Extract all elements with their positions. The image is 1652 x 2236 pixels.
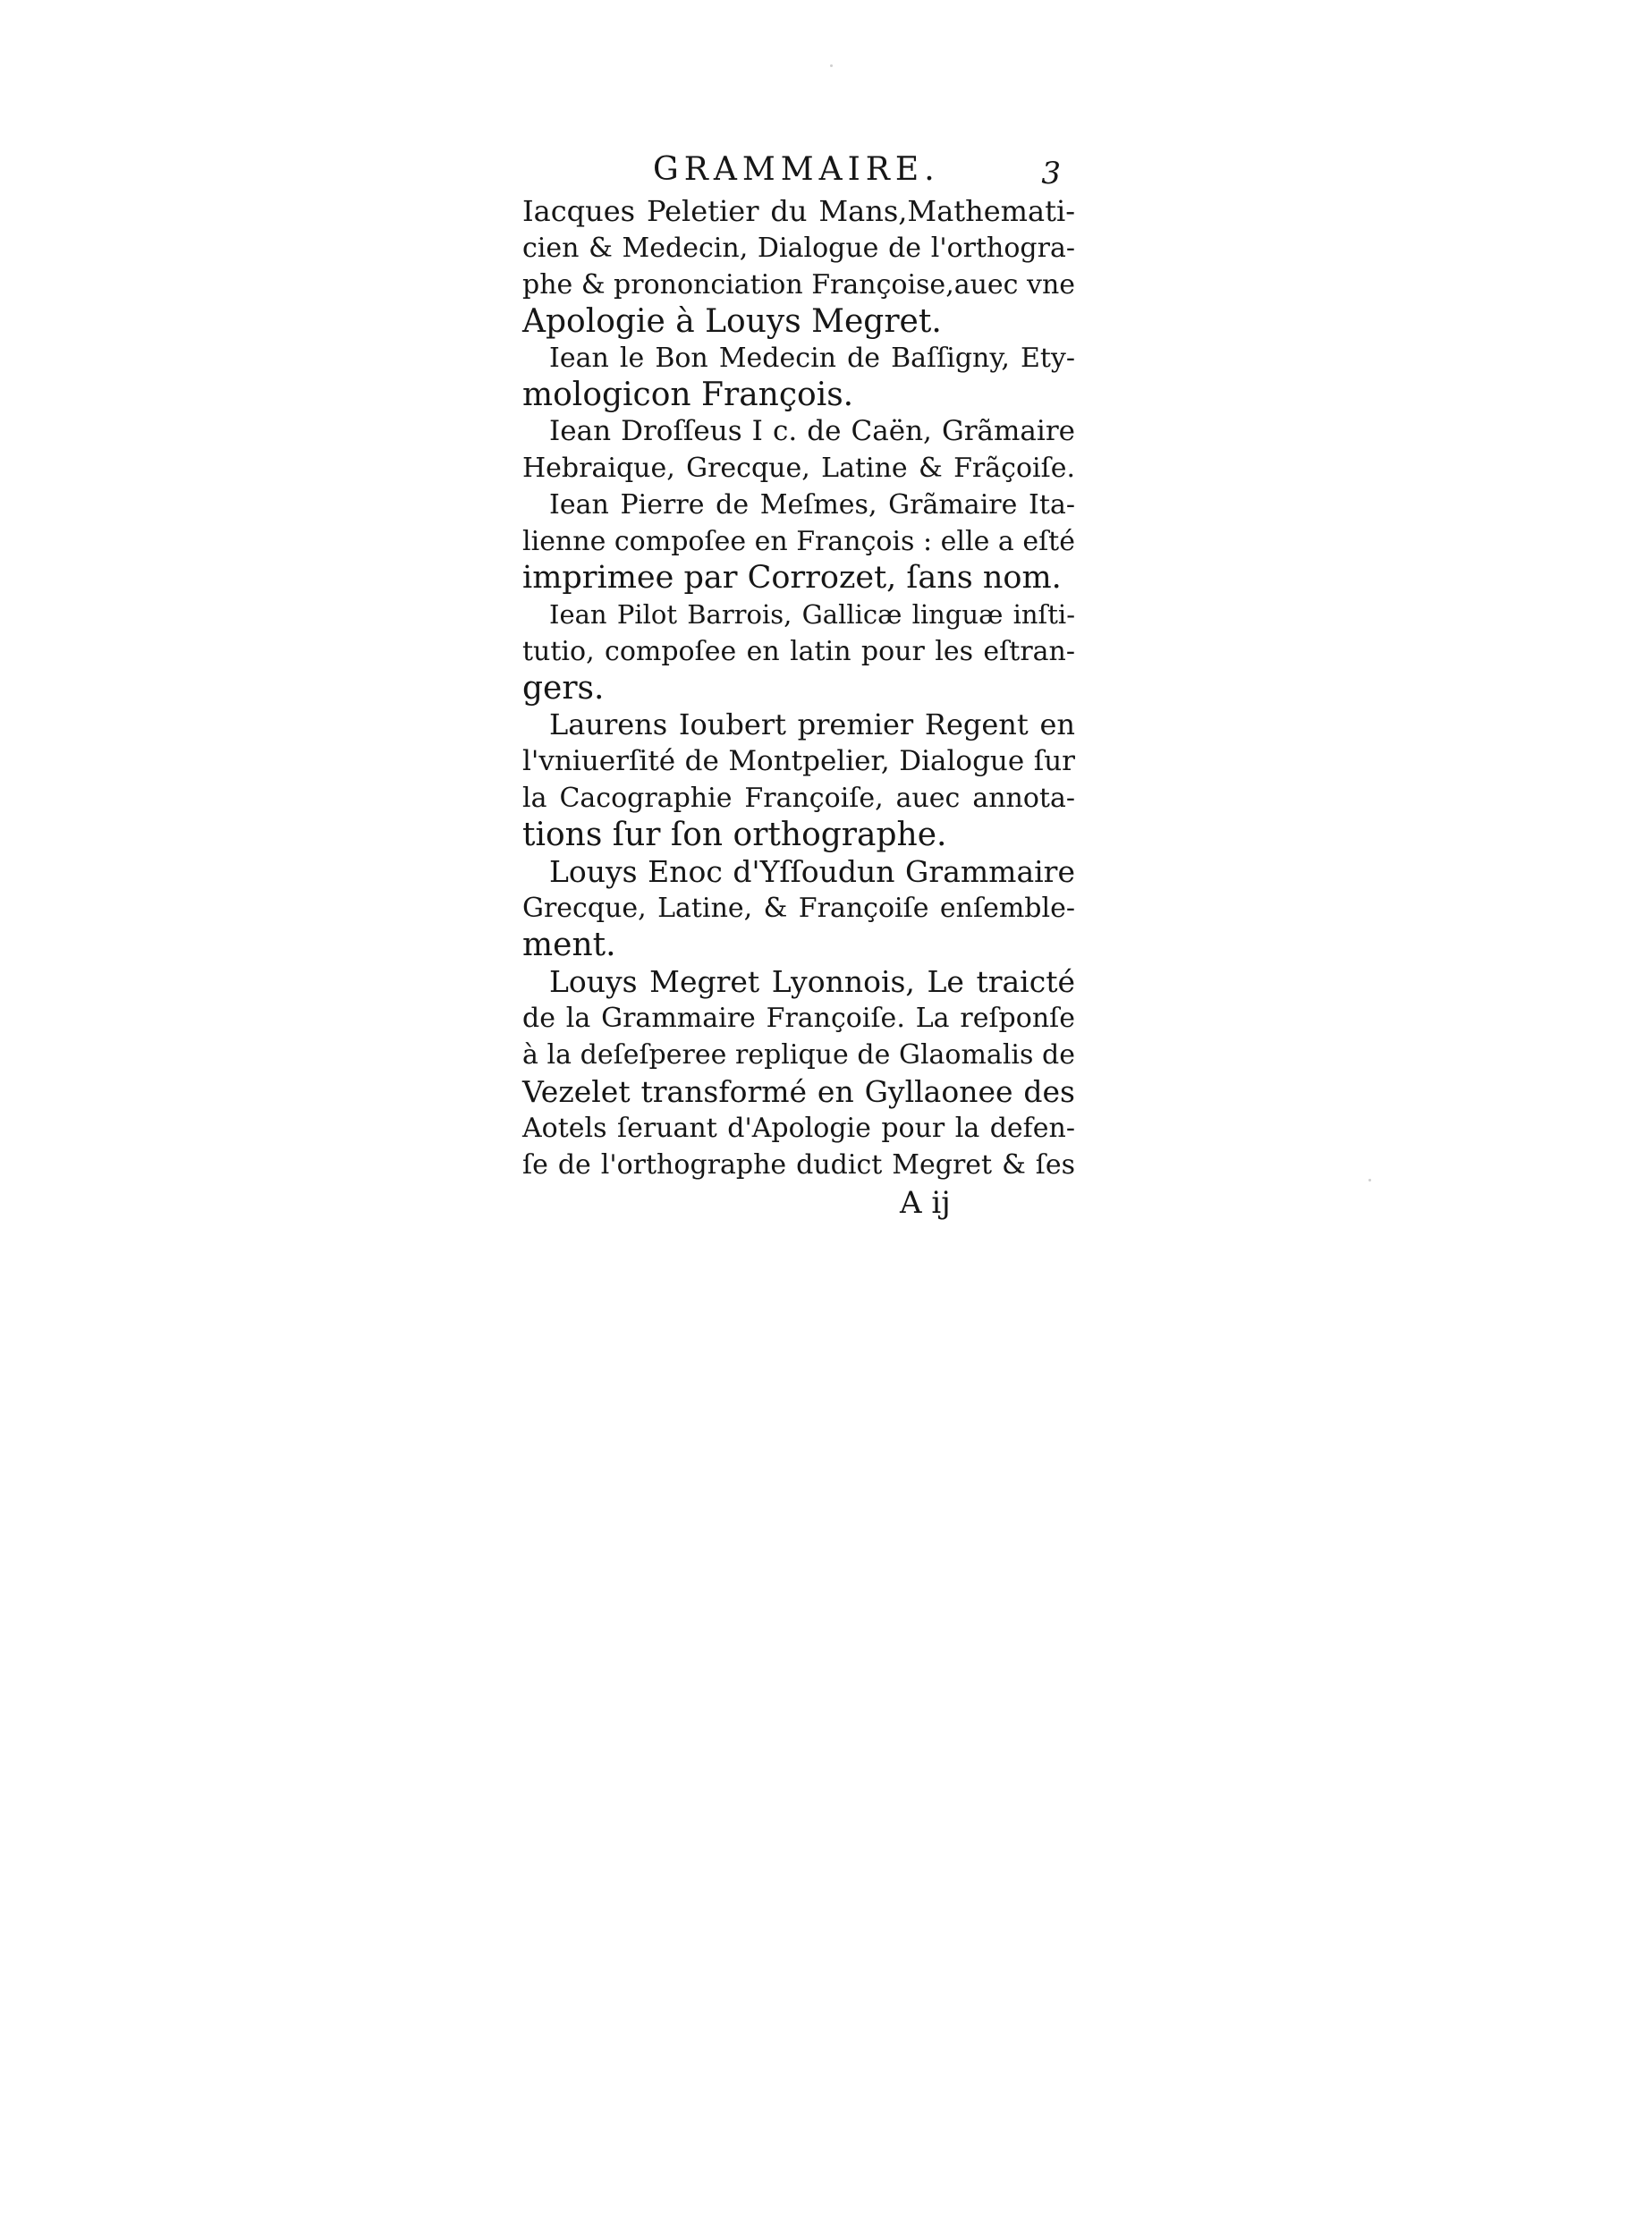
entry-line: tions ſur ſon orthographe. — [522, 817, 947, 853]
entry-line: Louys Enoc d'Yſſoudun Grammaire — [549, 854, 1075, 889]
entry-line: phe & prononciation Françoise,auec vne — [522, 269, 1076, 301]
bibliography-entry-drosseus — [522, 413, 1075, 487]
entry-line: mologicon François. — [522, 377, 854, 413]
paper-speck — [1368, 1179, 1371, 1182]
bibliography-entry-peletier — [522, 193, 1075, 340]
entry-line: Aotels ſeruant d'Apologie pour la defen- — [522, 1113, 1075, 1144]
entry-line: ment. — [522, 927, 616, 963]
text-block — [522, 150, 1075, 1223]
entry-line: Laurens Ioubert premier Regent en — [549, 707, 1075, 741]
entry-line: tutio, compoſee en latin pour les eſtran- — [522, 636, 1075, 667]
entry-line: lienne compoſee en François : elle a eſté — [522, 526, 1075, 557]
running-title: GRAMMAIRE. — [653, 151, 940, 188]
entry-line: la Cacographie Françoiſe, auec annota- — [522, 783, 1075, 814]
paper-speck — [830, 64, 833, 67]
bibliography-entry-de-mesmes — [522, 487, 1075, 597]
catchword-row — [522, 1183, 1075, 1223]
entry-line: imprimee par Corrozet, ſans nom. — [522, 560, 1062, 596]
bibliography-entry-pilot — [522, 597, 1075, 707]
entry-line: Vezelet transformé en Gyllaonee des — [522, 1074, 1075, 1109]
entry-line: Louys Megret Lyonnois, Le traicté — [549, 964, 1075, 999]
entry-line: à la deſeſperee replique de Glaomalis de — [522, 1039, 1075, 1071]
entry-line: de la Grammaire Françoiſe. La reſponſe — [522, 1003, 1075, 1034]
signature-mark: A ij — [900, 1185, 951, 1221]
bibliography-entry-joubert — [522, 707, 1075, 853]
entry-line: Apologie à Louys Megret. — [522, 303, 942, 340]
entry-line: Iean le Bon Medecin de Baſſigny, Ety- — [549, 343, 1075, 374]
entry-line: cien & Medecin, Dialogue de l'orthogra- — [522, 233, 1075, 264]
entry-line: Hebraique, Grecque, Latine & Frãçoiſe. — [522, 453, 1075, 484]
bibliography-entry-enoc — [522, 853, 1075, 963]
bibliography-entry-megret — [522, 963, 1075, 1183]
entry-line: Iacques Peletier du Mans,Mathemati- — [522, 194, 1075, 228]
entry-line: l'vniuerſité de Montpelier, Dialogue ſur — [522, 745, 1075, 777]
page-number: 3 — [1041, 156, 1061, 191]
entry-line: Grecque, Latine, & Françoiſe enſemble- — [522, 893, 1075, 924]
page-header — [522, 150, 1075, 193]
entry-line: Iean Pilot Barrois, Gallicæ linguæ inſti- — [549, 599, 1075, 630]
entry-line: Iean Droſſeus I c. de Caën, Grãmaire — [549, 415, 1075, 447]
entry-line: Iean Pierre de Meſmes, Grãmaire Ita- — [549, 489, 1075, 521]
entry-line: ſe de l'orthographe dudict Megret & ſes — [522, 1149, 1075, 1181]
entry-line: gers. — [522, 670, 605, 707]
bibliography-entry-le-bon — [522, 340, 1075, 413]
